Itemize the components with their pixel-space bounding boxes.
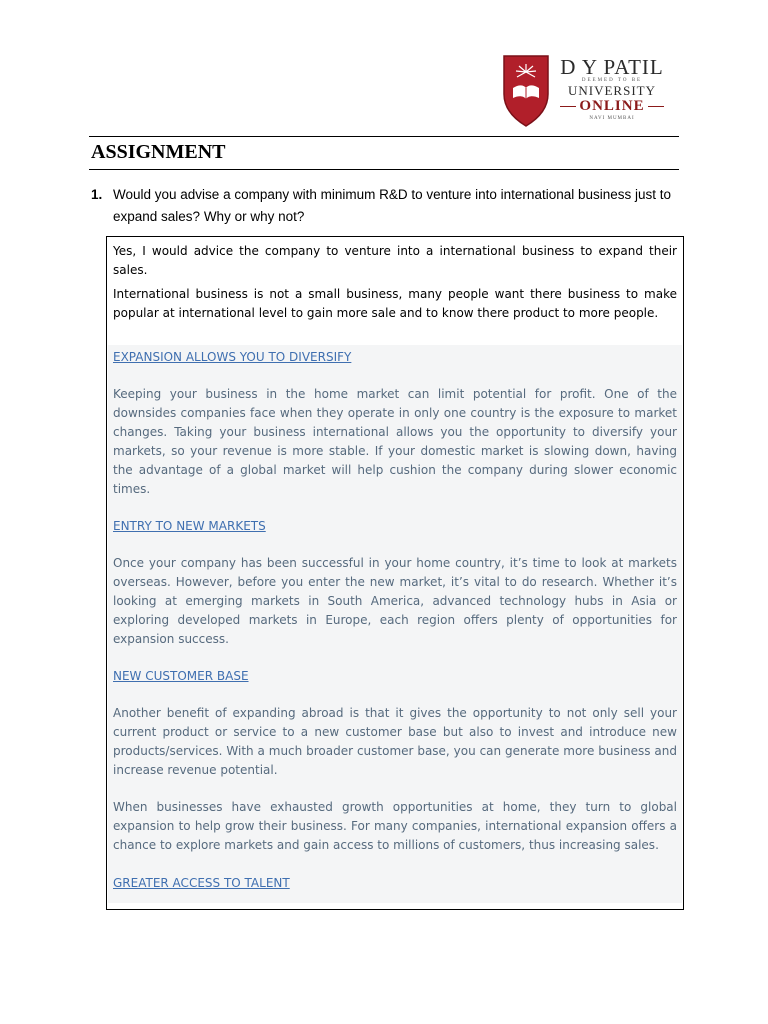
section-heading: GREATER ACCESS TO TALENT: [113, 876, 290, 890]
logo-online: ONLINE: [556, 98, 668, 115]
shield-icon: [500, 54, 552, 128]
section-expansion: [113, 348, 677, 499]
section-heading: EXPANSION ALLOWS YOU TO DIVERSIFY: [113, 350, 352, 364]
section-customer-base: [113, 667, 677, 855]
question-item: [91, 184, 681, 228]
section-paragraph: When businesses have exhausted growth opportunities at home, they turn to global expansion to help grow their business. For many companies, international expansion offers a chance to explore markets and gain access to millions of customers, thus increasing sales.: [113, 800, 677, 852]
section-talent: [113, 874, 677, 893]
answer-intro-paragraph: International business is not a small business, many people want there business to make popular at international level to gain more sale and to know there product to more people.: [113, 287, 677, 320]
answer-box: [106, 236, 684, 910]
answer-intro-paragraph: Yes, I would advice the company to venture into a international business to expand their sales.: [113, 244, 677, 277]
page-title: ASSIGNMENT: [91, 141, 226, 163]
section-heading: ENTRY TO NEW MARKETS: [113, 519, 266, 533]
question-text: Would you advise a company with minimum R&D to venture into international business just to expand sales? Why or why not?: [113, 187, 672, 224]
section-heading: NEW CUSTOMER BASE: [113, 669, 249, 683]
answer-intro: [113, 242, 677, 328]
section-new-markets: [113, 517, 677, 649]
logo-subtitle: UNIVERSITY: [568, 83, 656, 98]
logo-title: D Y PATIL: [560, 55, 664, 79]
heading-bottom-rule: [89, 169, 679, 170]
logo-tagline: DEEMED TO BE: [581, 78, 643, 83]
logo-location: NAVI MUMBAI: [589, 116, 635, 121]
heading-top-rule: [89, 136, 679, 137]
section-paragraph: Keeping your business in the home market can limit potential for profit. One of the downsides companies face when they operate in only one country is the exposure to market changes. Taking your business international allows you the opportunity to diversify your markets, so your revenue is more stable. If your domestic market is slowing down, having the advantage of a global market will help cushion the company during slower economic times.: [113, 387, 677, 496]
section-paragraph: Another benefit of expanding abroad is that it gives the opportunity to not only sell your current product or service to a new customer base but also to invest and introduce new products/services. With a much broader customer base, you can generate more business and increase revenue potential.: [113, 706, 677, 777]
logo-wordmark: [556, 56, 668, 122]
university-logo: [496, 54, 676, 128]
section-paragraph: Once your company has been successful in your home country, it’s time to look at markets overseas. However, before you enter the new market, it’s vital to do research. Whether it’s looking at emerging markets in South America, advanced technology hubs in Asia or exploring developed markets in Europe, each region offers plenty of opportunities for expansion success.: [113, 556, 677, 646]
question-number: 1.: [91, 187, 103, 202]
